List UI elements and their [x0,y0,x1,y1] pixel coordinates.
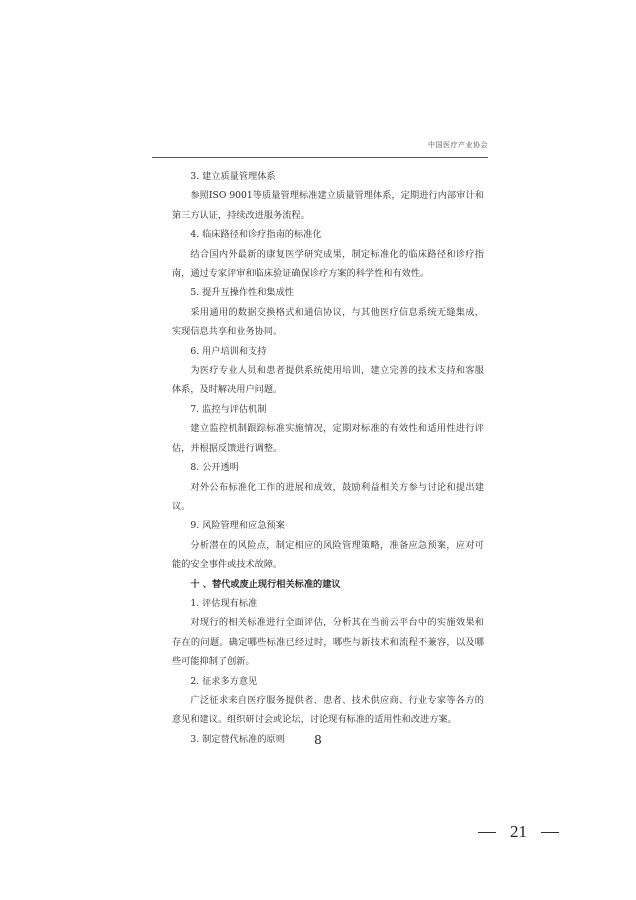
body-paragraph: 分析潜在的风险点，制定相应的风险管理策略，准备应急预案，应对可能的安全事件或技术故障。 [172,539,484,571]
subsection-heading: 1. 评估现有标准 [190,597,258,609]
body-paragraph: 广泛征求来自医疗服务提供者、患者、技术供应商、行业专家等各方的意见和建议。组织研讨会或论坛，讨论现有标准的适用性和改进方案。 [172,694,484,726]
body-paragraph: 对外公布标准化工作的进展和成效，鼓励利益相关方参与讨论和提出建议。 [172,481,484,512]
subsection-heading: 8. 公开透明 [190,462,239,474]
subsection-heading: 2. 征求多方意见 [190,675,258,687]
subsection-heading: 5. 提升互操作性和集成性 [190,287,294,299]
inner-page-number: 8 [314,733,322,747]
header-divider [152,157,488,158]
body-paragraph: 参照ISO 9001等质量管理标准建立质量管理体系，定期进行内部审计和第三方认证，持续改进服务流程。 [172,190,484,221]
outer-page-number-value: 21 [510,822,527,841]
section-heading: 十 、替代或废止现行相关标准的建议 [190,578,341,590]
body-paragraph: 为医疗专业人员和患者提供系统使用培训，建立完善的技术支持和客服体系，及时解决用户问题。 [172,365,484,396]
header-organization-name: 中国医疗产业协会 [428,141,488,149]
page-number-left-dash [478,832,496,833]
page-number-right-dash [541,832,559,833]
outer-page-number [478,822,559,842]
subsection-heading: 7. 监控与评估机制 [190,403,267,415]
body-paragraph: 采用通用的数据交换格式和通信协议，与其他医疗信息系统无缝集成，实现信息共享和业务协同。 [172,306,484,338]
subsection-heading: 6. 用户培训和支持 [190,345,267,357]
subsection-heading: 3. 制定替代标准的原则 [190,733,285,745]
body-paragraph: 结合国内外最新的康复医学研究成果，制定标准化的临床路径和诊疗指南，通过专家评审和临床验证确保诊疗方案的科学性和有效性。 [172,248,484,280]
body-paragraph: 建立监控机制跟踪标准实施情况，定期对标准的有效性和适用性进行评估，并根据反馈进行调整。 [172,423,484,454]
subsection-heading: 3. 建立质量管理体系 [190,171,276,182]
subsection-heading: 9. 风险管理和应急预案 [190,520,285,532]
subsection-heading: 4. 临床路径和诊疗指南的标准化 [190,229,322,241]
body-paragraph: 对现行的相关标准进行全面评估，分析其在当前云平台中的实施效果和存在的问题。确定哪些标准已经过时，哪些与新技术和流程不兼容，以及哪些可能抑制了创新。 [172,617,484,668]
document-body [172,167,484,749]
